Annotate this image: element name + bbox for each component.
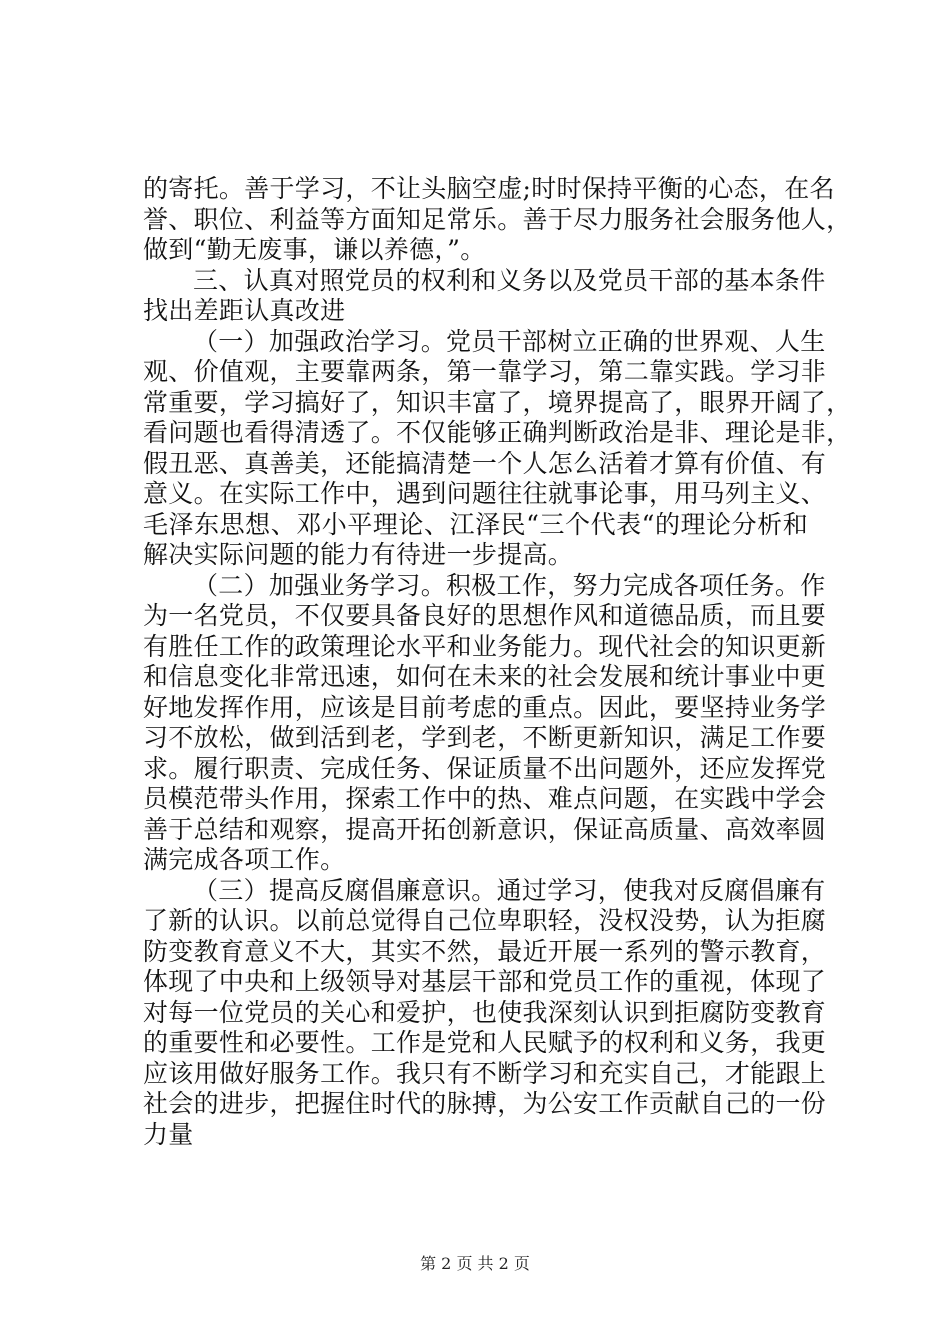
text-line: 为一名党员，不仅要具备良好的思想作风和道德品质，而且要 [143, 601, 827, 630]
text-line: （一）加强政治学习。党员干部树立正确的世界观、人生 [193, 326, 826, 356]
text-line: 观、价值观，主要靠两条，第一靠学习，第二靠实践。学习非 [143, 357, 827, 386]
text-line: 员模范带头作用，探索工作中的热、难点问题，在实践中学会 [143, 784, 827, 813]
text-line: 满完成各项工作。 [143, 845, 346, 874]
text-line: 善于总结和观察，提高开拓创新意识，保证高质量、高效率圆 [143, 814, 827, 844]
section-heading-line: 找出差距认真改进 [143, 296, 346, 325]
text-line: 的寄托。善于学习，不让头脑空虚;时时保持平衡的心态，在名 [143, 174, 835, 203]
text-line: 解决实际问题的能力有待进一步提高。 [143, 540, 574, 569]
text-line: 誉、职位、利益等方面知足常乐。善于尽力服务社会服务他人， [143, 204, 852, 234]
text-line: 体现了中央和上级领导对基层干部和党员工作的重视，体现了 [143, 967, 827, 996]
text-line: 习不放松，做到活到老，学到老，不断更新知识，满足工作要 [143, 723, 827, 752]
text-line: （三）提高反腐倡廉意识。通过学习，使我对反腐倡廉有 [193, 875, 826, 905]
text-line: 和信息变化非常迅速，如何在未来的社会发展和统计事业中更 [143, 662, 827, 691]
text-line: 看问题也看得清透了。不仅能够正确判断政治是非、理论是非， [143, 418, 852, 447]
text-line: 防变教育意义不大，其实不然，最近开展一系列的警示教育， [143, 936, 827, 966]
text-line: 假丑恶、真善美，还能搞清楚一个人怎么活着才算有价值、有 [143, 448, 827, 478]
text-line: 对每一位党员的关心和爱护，也使我深刻认识到拒腐防变教育 [143, 997, 827, 1027]
text-line: 做到“勤无废事，谦以养德，”。 [143, 235, 486, 264]
text-line: 力量 [143, 1119, 194, 1149]
text-line: （二）加强业务学习。积极工作，努力完成各项任务。作 [193, 570, 826, 600]
text-line: 求。履行职责、完成任务、保证质量不出问题外，还应发挥党 [143, 753, 827, 783]
text-line: 毛泽东思想、邓小平理论、江泽民“三个代表“的理论分析和 [143, 509, 808, 539]
text-line: 常重要，学习搞好了，知识丰富了，境界提高了，眼界开阔了， [143, 387, 852, 417]
page-number-footer: 第 2 页 共 2 页 [420, 1254, 530, 1273]
text-line: 应该用做好服务工作。我只有不断学习和充实自己，才能跟上 [143, 1058, 827, 1088]
text-line: 有胜任工作的政策理论水平和业务能力。现代社会的知识更新 [143, 631, 827, 661]
section-heading-line: 三、认真对照党员的权利和义务以及党员干部的基本条件 [193, 265, 826, 295]
document-body [143, 174, 852, 1150]
text-line: 好地发挥作用，应该是目前考虑的重点。因此，要坚持业务学 [143, 692, 827, 722]
text-line: 了新的认识。以前总觉得自己位卑职轻，没权没势，认为拒腐 [143, 906, 827, 935]
text-line: 的重要性和必要性。工作是党和人民赋予的权利和义务，我更 [143, 1028, 827, 1057]
text-line: 社会的进步，把握住时代的脉搏，为公安工作贡献自己的一份 [143, 1089, 827, 1118]
text-line: 意义。在实际工作中，遇到问题往往就事论事，用马列主义、 [143, 479, 827, 508]
